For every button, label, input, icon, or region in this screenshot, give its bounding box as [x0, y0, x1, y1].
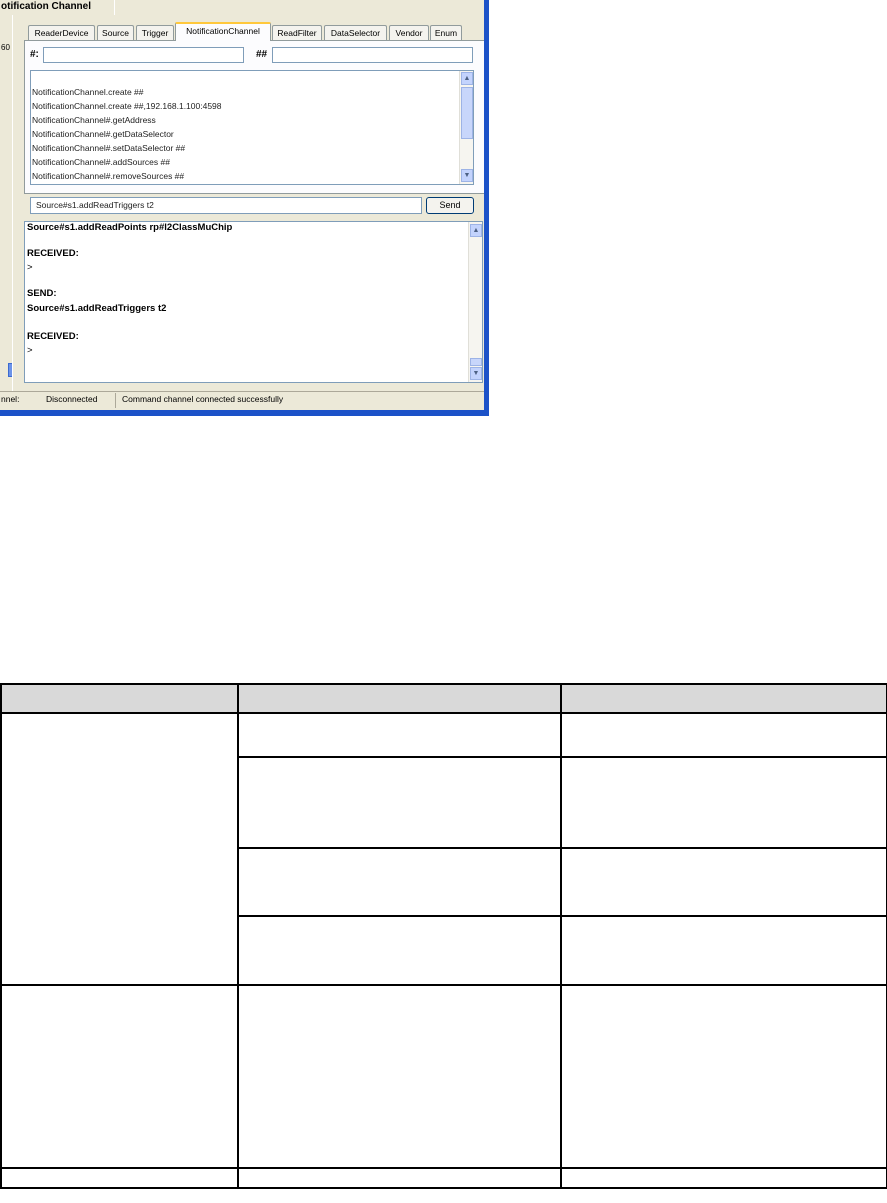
tab-readerdevice[interactable]: ReaderDevice	[28, 25, 95, 40]
table-row	[1, 1168, 887, 1188]
tab-readfilter[interactable]: ReadFilter	[272, 25, 322, 40]
table-cell	[238, 985, 561, 1168]
scroll-down-icon[interactable]: ▼	[470, 367, 482, 380]
output-line: Source#s1.addReadPoints rp#l2ClassMuChip	[27, 222, 233, 233]
table-header-cell	[1, 684, 238, 713]
table-cell	[238, 916, 561, 985]
table-cell	[1, 985, 238, 1168]
table-row	[1, 713, 887, 757]
send-button[interactable]: Send	[426, 197, 474, 214]
output-line: RECEIVED:	[27, 248, 79, 259]
status-divider	[115, 393, 116, 408]
scroll-down-icon[interactable]: ▼	[461, 169, 473, 182]
table-row	[1, 985, 887, 1168]
scroll-thumb[interactable]	[470, 358, 482, 366]
table-header-cell	[238, 684, 561, 713]
hash-label: #:	[30, 49, 39, 60]
table-cell	[561, 757, 887, 848]
list-item[interactable]: NotificationChannel.create ##	[32, 87, 144, 97]
output-line: >	[27, 262, 33, 273]
hash-input[interactable]	[43, 47, 244, 63]
table-cell	[561, 848, 887, 916]
scroll-up-icon[interactable]: ▲	[470, 224, 482, 237]
left-panel	[0, 15, 12, 391]
command-list-scrollbar[interactable]	[459, 71, 473, 184]
scroll-thumb[interactable]	[461, 87, 473, 139]
output-console[interactable]	[24, 221, 483, 383]
table-cell	[1, 1168, 238, 1188]
double-hash-input[interactable]	[272, 47, 473, 63]
table-cell	[238, 848, 561, 916]
table-cell	[561, 1168, 887, 1188]
table-header-cell	[561, 684, 887, 713]
data-table	[0, 683, 887, 1189]
list-item[interactable]: NotificationChannel#.getDataSelector	[32, 129, 174, 139]
list-item[interactable]: NotificationChannel#.setDataSelector ##	[32, 143, 186, 153]
table-cell	[561, 713, 887, 757]
list-item[interactable]: NotificationChannel#.getAddress	[32, 115, 156, 125]
output-line: Source#s1.addReadTriggers t2	[27, 303, 167, 314]
table-cell	[1, 713, 238, 985]
list-item[interactable]: NotificationChannel.create ##,192.168.1.100:4598	[32, 101, 222, 111]
output-scrollbar[interactable]	[468, 222, 482, 382]
table-cell	[238, 713, 561, 757]
window-title-tab[interactable]: otification Channel	[0, 0, 115, 16]
output-line: >	[27, 345, 33, 356]
double-hash-label: ##	[256, 49, 268, 60]
tab-dataselector[interactable]: DataSelector	[324, 25, 387, 40]
list-item[interactable]: NotificationChannel#.addSources ##	[32, 157, 170, 167]
tab-trigger[interactable]: Trigger	[136, 25, 174, 40]
table-header-row	[1, 684, 887, 713]
left-panel-text: 60	[1, 43, 10, 52]
window-frame-bottom	[0, 410, 489, 416]
status-message: Command channel connected successfully	[122, 394, 284, 404]
window-frame-right	[484, 0, 489, 416]
table-cell	[238, 1168, 561, 1188]
status-label: nnel:	[1, 394, 20, 404]
tab-enum[interactable]: Enum	[430, 25, 462, 40]
command-input[interactable]: Source#s1.addReadTriggers t2	[30, 197, 422, 214]
scroll-up-icon[interactable]: ▲	[461, 72, 473, 85]
table-cell	[238, 757, 561, 848]
table-cell	[561, 916, 887, 985]
tab-source[interactable]: Source	[97, 25, 134, 40]
tab-vendor[interactable]: Vendor	[389, 25, 429, 40]
status-connection: Disconnected	[46, 394, 98, 404]
output-line: RECEIVED:	[27, 331, 79, 342]
table-cell	[561, 985, 887, 1168]
command-list[interactable]	[30, 70, 474, 185]
output-line: SEND:	[27, 288, 57, 299]
list-item[interactable]: NotificationChannel#.removeSources ##	[32, 171, 185, 181]
tab-notificationchannel[interactable]: NotificationChannel	[175, 22, 271, 41]
